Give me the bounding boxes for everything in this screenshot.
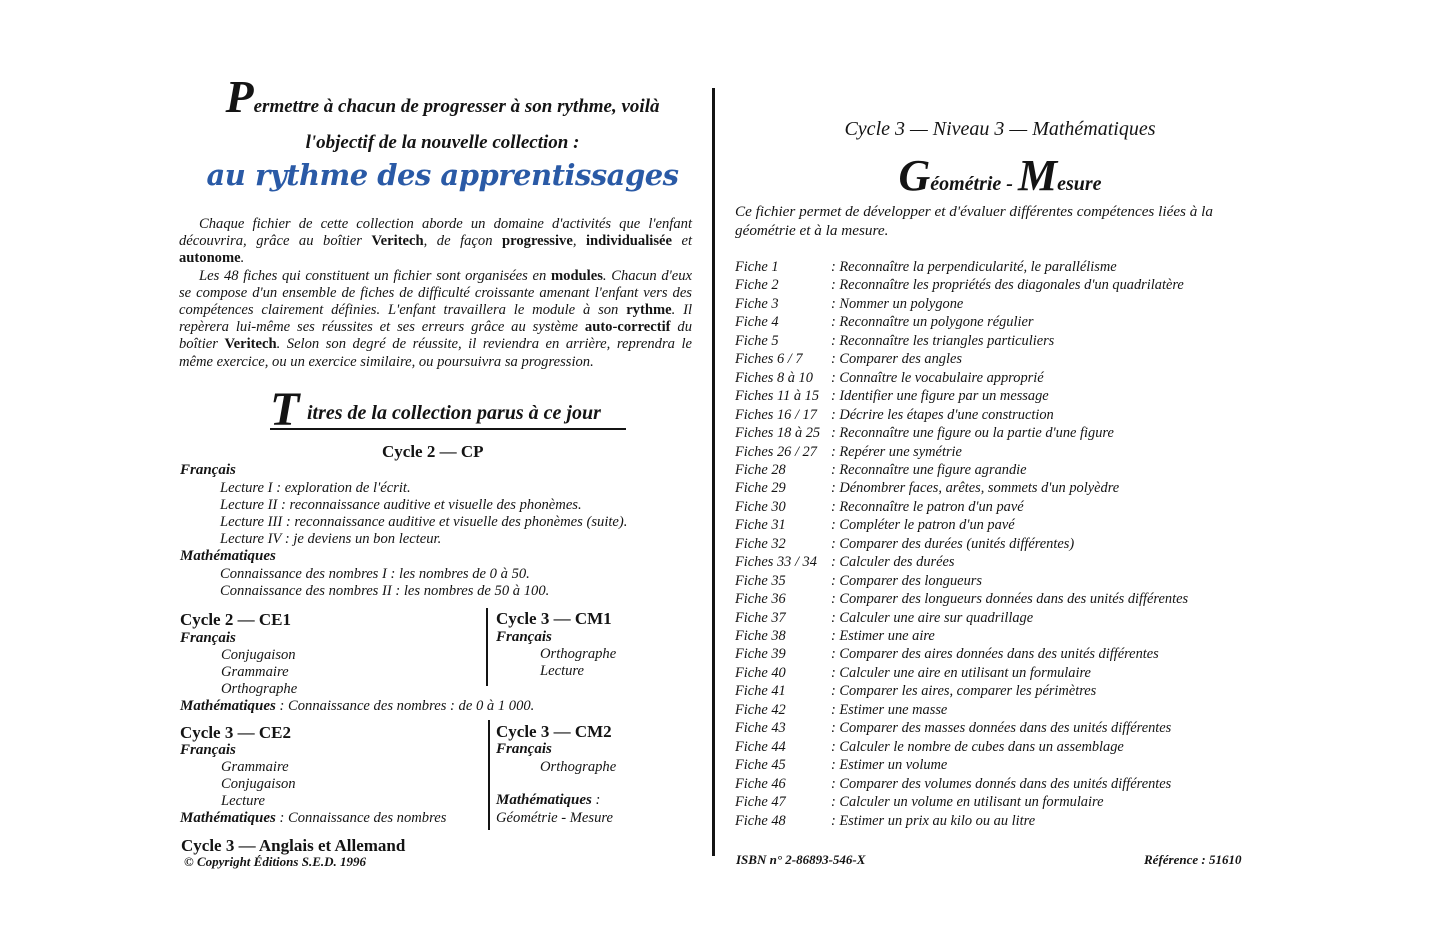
ce1-maths-text: : Connaissance des nombres : de 0 à 1 000. xyxy=(275,698,535,714)
fiche-row xyxy=(735,701,948,719)
intro-p2-segment: Les 48 fiches qui constituent un fichier sont organisées en xyxy=(199,267,551,284)
headline-line1: ermettre à chacun de progresser à son rythme, voilà xyxy=(253,96,660,117)
intro-p2-segment: . Selon son degré de réussite, il reviendra en arrière, reprendra le même exercice, ou un exercice similaire, ou poursuivra sa progression. xyxy=(179,336,692,370)
fiche-label: Fiches 8 à 10 xyxy=(735,369,813,386)
fiche-label: Fiche 40 xyxy=(735,664,786,681)
intro-p1-segment: progressive xyxy=(502,233,573,250)
fiche-label: Fiche 35 xyxy=(735,572,786,589)
cm2-item-1: Orthographe xyxy=(540,759,617,775)
reference: Référence : 51610 xyxy=(1144,852,1242,867)
fiche-row xyxy=(735,738,1124,756)
cp-lecture-1: Lecture I : exploration de l'écrit. xyxy=(220,480,411,496)
cp-maths-label: Mathématiques xyxy=(180,548,276,564)
ce2-francais-label: Français xyxy=(180,742,236,758)
fiche-label: Fiches 18 à 25 xyxy=(735,425,821,442)
title-g: G xyxy=(898,151,931,200)
divider-cm1 xyxy=(486,608,488,686)
ce1-item-2: Grammaire xyxy=(221,664,289,680)
fiche-row xyxy=(735,295,964,313)
fiche-label: Fiche 39 xyxy=(735,646,786,663)
ce1-maths-label: Mathématiques xyxy=(180,698,276,714)
fiche-row xyxy=(735,554,955,571)
fiche-text: : Reconnaître une figure agrandie xyxy=(831,461,1027,478)
fiche-text: : Décrire les étapes d'une construction xyxy=(831,406,1054,423)
intro-p2-segment: Veritech xyxy=(224,336,277,353)
ce2-maths-text: : Connaissance des nombres xyxy=(275,810,447,826)
fiche-row xyxy=(735,406,1054,424)
fiche-text: : Reconnaître la perpendicularité, le parallélisme xyxy=(831,259,1117,275)
fiche-text: : Reconnaître les propriétés des diagonales d'un quadrilatère xyxy=(831,277,1184,294)
fiche-text: : Identifier une figure par un message xyxy=(831,388,1049,405)
fiche-row xyxy=(735,259,1117,276)
fiche-text: : Estimer un volume xyxy=(831,757,948,774)
fiche-row xyxy=(735,664,1091,682)
ce2-maths xyxy=(180,810,446,827)
fiche-text: : Comparer des durées (unités différentes) xyxy=(831,535,1075,552)
fiche-row xyxy=(735,591,1189,608)
fiche-text: : Reconnaître un polygone régulier xyxy=(831,314,1034,331)
title-m: M xyxy=(1017,151,1058,200)
cm1-francais-label: Français xyxy=(496,629,552,645)
cm2-title: Cycle 3 — CM2 xyxy=(496,722,612,741)
fiche-label: Fiche 46 xyxy=(735,775,786,792)
fiche-text: : Calculer une aire en utilisant un formulaire xyxy=(831,664,1091,681)
fiche-text: : Calculer des durées xyxy=(831,554,955,571)
cp-lecture-2: Lecture II : reconnaissance auditive et visuelle des phonèmes. xyxy=(220,497,582,513)
fiche-text: : Estimer un prix au kilo ou au litre xyxy=(831,812,1036,829)
fiche-text: : Compléter le patron d'un pavé xyxy=(831,517,1015,534)
fiche-row xyxy=(735,498,1024,516)
right-header: Cycle 3 — Niveau 3 — Mathématiques xyxy=(844,118,1156,140)
fiche-row xyxy=(735,535,1075,553)
fiche-row xyxy=(735,461,1027,479)
titres-heading xyxy=(270,383,626,436)
fiche-label: Fiche 29 xyxy=(735,480,786,497)
titres-text: itres de la collection parus à ce jour xyxy=(307,402,601,424)
copyright: © Copyright Éditions S.E.D. 1996 xyxy=(184,854,366,869)
fiche-label: Fiche 44 xyxy=(735,738,786,755)
cp-lecture-3: Lecture III : reconnaissance auditive et visuelle des phonèmes (suite). xyxy=(220,514,628,530)
intro-p1-segment: Chaque fichier de cette collection aborde un domaine d'activités que l'enfant découvrira, grâce au boîtier xyxy=(179,216,692,250)
fiche-text: : Comparer des longueurs xyxy=(831,572,982,589)
fiche-label: Fiche 4 xyxy=(735,314,779,331)
fiche-text: : Connaître le vocabulaire approprié xyxy=(831,369,1044,386)
cp-francais-label: Français xyxy=(180,462,236,478)
fiche-label: Fiches 11 à 15 xyxy=(735,388,820,405)
fiche-text: : Comparer des longueurs données dans des unités différentes xyxy=(831,591,1189,608)
fiche-text: : Estimer une aire xyxy=(831,628,935,644)
cp-lecture-4: Lecture IV : je deviens un bon lecteur. xyxy=(220,531,442,547)
title-g-rest: éométrie - xyxy=(930,173,1018,195)
fiche-label: Fiche 1 xyxy=(735,259,779,275)
fiche-row xyxy=(735,646,1159,663)
cm1-item-1: Orthographe xyxy=(540,646,617,662)
fiche-row xyxy=(735,775,1172,793)
headline xyxy=(185,71,700,122)
fiche-row xyxy=(735,369,1044,387)
intro-paragraph-2 xyxy=(179,268,692,371)
fiche-text: : Calculer un volume en utilisant un formulaire xyxy=(831,794,1104,811)
ce1-maths xyxy=(180,698,534,715)
ce2-item-2: Conjugaison xyxy=(221,776,296,792)
fiche-label: Fiche 3 xyxy=(735,295,779,312)
fiche-row xyxy=(735,443,962,461)
fiche-label: Fiche 36 xyxy=(735,591,786,608)
fiche-text: : Reconnaître le patron d'un pavé xyxy=(831,498,1024,515)
fiche-row xyxy=(735,609,1034,627)
fiche-row xyxy=(735,812,1036,830)
fiche-label: Fiches 26 / 27 xyxy=(735,443,817,460)
fiche-row xyxy=(735,277,1184,294)
cm1-title: Cycle 3 — CM1 xyxy=(496,609,612,628)
fiche-text: : Comparer des aires données dans des unités différentes xyxy=(831,646,1159,663)
titres-dropcap: T xyxy=(270,383,300,436)
fiche-text: : Nommer un polygone xyxy=(831,295,964,312)
collection-title: au rythme des apprentissages xyxy=(206,158,679,192)
langues-title: Cycle 3 — Anglais et Allemand xyxy=(181,836,406,855)
cp-maths-2: Connaissance des nombres II : les nombres de 50 à 100. xyxy=(220,583,550,599)
cm2-maths-label: Mathématiques xyxy=(496,792,592,808)
ce1-item-3: Orthographe xyxy=(221,681,298,697)
cm2-maths-text: Géométrie - Mesure xyxy=(496,810,613,826)
fiche-row xyxy=(735,794,1104,811)
cm1-item-2: Lecture xyxy=(540,663,585,679)
fiche-text: : Calculer une aire sur quadrillage xyxy=(831,609,1034,626)
fiche-row xyxy=(735,683,1097,700)
fiche-label: Fiche 47 xyxy=(735,794,786,811)
fiche-text: : Reconnaître une figure ou la partie d'une figure xyxy=(831,425,1114,442)
fiche-text: : Comparer des angles xyxy=(831,351,962,368)
fiche-label: Fiche 32 xyxy=(735,535,786,552)
fiche-row xyxy=(735,572,982,590)
intro-p2-segment: . Chacun d'eux se compose d'un ensemble de fiches de difficulté croissante amenant l'enfant vers des compétences clairement définies. L'enfant travaillera le module à son xyxy=(179,267,692,319)
fiche-row xyxy=(735,388,1049,405)
fiche-label: Fiches 16 / 17 xyxy=(735,406,817,423)
ce2-title: Cycle 3 — CE2 xyxy=(180,723,291,742)
fiche-row xyxy=(735,332,1055,350)
intro-p1-segment: Veritech xyxy=(371,233,424,250)
fiche-label: Fiche 48 xyxy=(735,812,786,829)
intro-p1-segment: , de façon xyxy=(423,233,503,250)
isbn: ISBN n° 2-86893-546-X xyxy=(736,852,866,867)
center-divider xyxy=(712,88,715,856)
intro-p2-segment: . Il repèrera lui-même ses réussites et ses erreurs grâce au système xyxy=(179,302,692,336)
fiche-text: : Dénombrer faces, arêtes, sommets d'un polyèdre xyxy=(831,480,1120,497)
fiche-label: Fiche 37 xyxy=(735,609,786,626)
fiche-label: Fiche 2 xyxy=(735,277,779,294)
intro-paragraph-1 xyxy=(179,216,692,268)
fiche-row xyxy=(735,314,1034,331)
divider-cm2 xyxy=(488,720,490,830)
fiche-row xyxy=(735,480,1120,497)
right-title xyxy=(730,150,1270,201)
ce2-item-1: Grammaire xyxy=(221,759,289,775)
headline-dropcap: P xyxy=(225,71,254,122)
fiche-label: Fiche 43 xyxy=(735,720,786,737)
fiche-row xyxy=(735,628,935,645)
ce1-francais-label: Français xyxy=(180,630,236,646)
intro-text xyxy=(179,216,692,371)
ce1-title: Cycle 2 — CE1 xyxy=(180,610,291,629)
ce2-maths-label: Mathématiques xyxy=(180,810,276,826)
fiche-label: Fiche 38 xyxy=(735,628,786,644)
fiche-row xyxy=(735,425,1114,442)
intro-p1-segment: individualisée xyxy=(586,233,672,250)
cycle2-cp-title: Cycle 2 — CP xyxy=(382,442,484,461)
ce2-item-3: Lecture xyxy=(221,793,266,809)
cm2-francais-label: Français xyxy=(496,741,552,757)
intro-p2-segment: auto-correctif xyxy=(584,319,671,336)
fiche-text: : Comparer les aires, comparer les périmètres xyxy=(831,683,1097,700)
fiche-text: : Estimer une masse xyxy=(831,701,948,718)
intro-p1-segment: autonome xyxy=(179,250,241,267)
fiche-row xyxy=(735,351,962,368)
fiche-label: Fiche 31 xyxy=(735,517,786,534)
fiche-label: Fiche 41 xyxy=(735,683,786,700)
fiche-label: Fiche 30 xyxy=(735,498,786,515)
fiche-text: : Repérer une symétrie xyxy=(831,443,962,460)
fiche-label: Fiches 33 / 34 xyxy=(735,554,817,571)
right-intro: Ce fichier permet de développer et d'évaluer différentes compétences liées à la géométrie et à la mesure. xyxy=(735,203,1213,239)
fiche-text: : Comparer des volumes donnés dans des unités différentes xyxy=(831,775,1172,792)
intro-p1-segment: . xyxy=(240,250,245,267)
intro-p2-segment: modules xyxy=(550,267,603,284)
fiche-label: Fiche 28 xyxy=(735,461,786,478)
fiche-label: Fiches 6 / 7 xyxy=(735,351,803,368)
fiche-row xyxy=(735,720,1172,737)
cm2-maths-colon: : xyxy=(591,792,601,808)
fiche-text: : Comparer des masses données dans des unités différentes xyxy=(831,720,1172,737)
cm2-maths xyxy=(496,792,600,809)
fiche-text: : Calculer le nombre de cubes dans un assemblage xyxy=(831,738,1124,755)
cp-maths-1: Connaissance des nombres I : les nombres de 0 à 50. xyxy=(220,566,530,582)
fiche-row xyxy=(735,757,948,774)
fiche-label: Fiche 5 xyxy=(735,332,779,349)
ce1-item-1: Conjugaison xyxy=(221,647,296,663)
fiche-label: Fiche 42 xyxy=(735,701,786,718)
fiche-label: Fiche 45 xyxy=(735,757,786,774)
fiche-row xyxy=(735,517,1015,534)
title-m-rest: esure xyxy=(1057,173,1102,195)
intro-p2-segment: du boîtier xyxy=(179,319,692,353)
intro-p1-segment: et xyxy=(671,233,693,250)
fiche-text: : Reconnaître les triangles particuliers xyxy=(831,332,1055,349)
intro-p2-segment: rythme xyxy=(626,302,672,319)
headline-line2: l'objectif de la nouvelle collection : xyxy=(305,132,580,153)
intro-p1-segment: , xyxy=(572,233,586,250)
